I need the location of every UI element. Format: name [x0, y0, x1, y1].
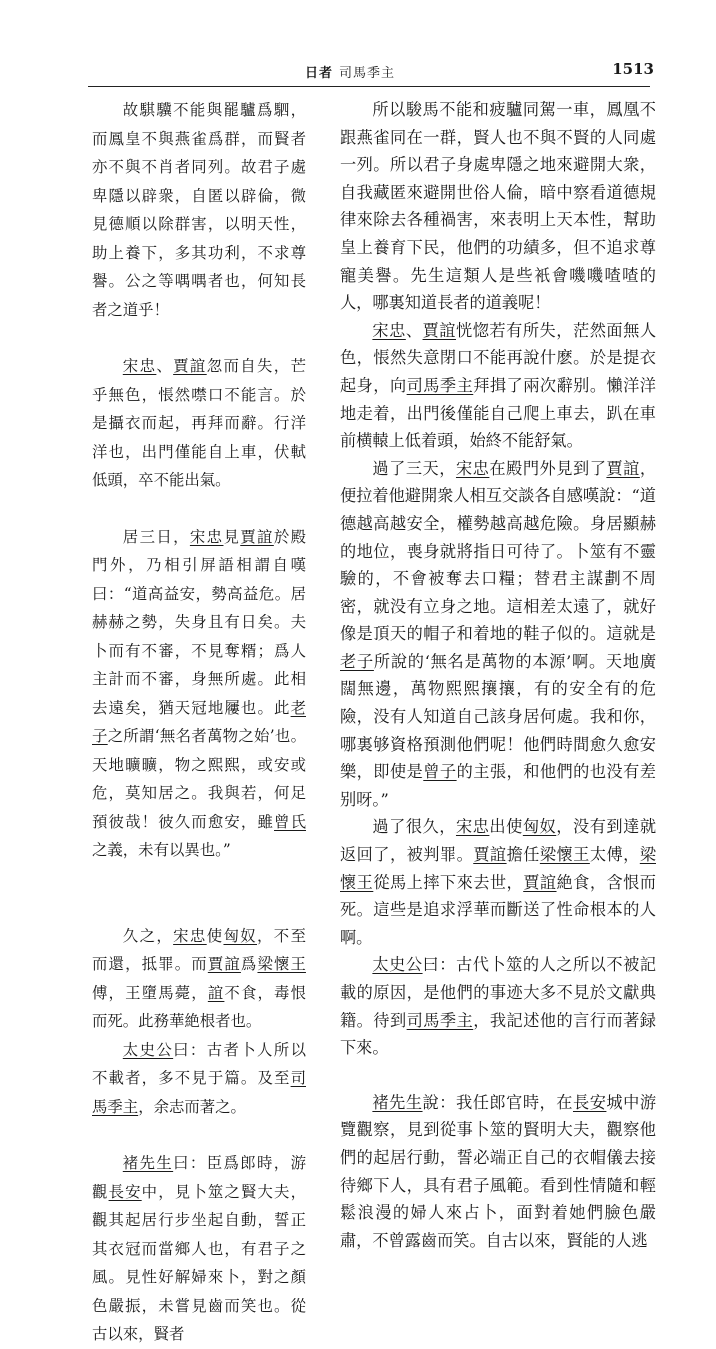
text-segment: 城中游覽觀察，見到從事卜筮的賢明大夫，觀察他們的起居行動，誓必端正自己的衣帽儀去接待鄉下人，具有君子風範。看到性情隨和輕鬆浪漫的婦人來占卜，面對着她們臉色嚴肅，不曾露齒而笑。自古以來，賢能的人逃 [340, 1092, 657, 1250]
proper-name: 太史公 [122, 1040, 174, 1059]
text-segment: ，不至而還，抵罪。而 [92, 926, 306, 973]
proper-name: 梁懷王 [257, 955, 306, 973]
text-segment: 太傅， [589, 845, 640, 865]
text-segment: 爲 [240, 955, 258, 973]
proper-name: 賈誼 [473, 845, 507, 865]
proper-name: 司馬季主 [406, 1010, 474, 1030]
text-segment: 久之， [122, 926, 174, 945]
text-segment: 、 [156, 357, 174, 375]
classical-paragraph-6 [92, 1149, 306, 1349]
text-segment: 之所謂‘無名者萬物之始’也。天地曠曠，物之熙熙，或安或危，莫知居之。我與若，何足預彼哉！彼久而愈安，雖 [92, 727, 306, 831]
text-segment: ，没有到達就返回了，被判罪。 [340, 817, 657, 865]
classical-paragraph-1 [92, 96, 306, 324]
text-segment: 恍惚若有所失，茫然面無人色，悵然失意閉口不能再說什麽。於是提衣起身，向 [340, 320, 657, 395]
running-title [305, 62, 395, 81]
proper-name: 長安 [108, 1182, 142, 1201]
text-segment: ，便拉着他避開衆人相互交談各自感嘆說：“道德越高越安全，權勢越高越危險。身居顯赫的地位，喪身就將指日可待了。卜筮有不靈驗的，不會被奪去口糧；替君主謀劃不周密，就没有立身之地。這相差太遠了，就好像是頂天的帽子和着地的鞋子似的。這就是 [340, 458, 657, 644]
proper-name: 宋忠 [455, 458, 490, 478]
text-segment: 出使 [489, 817, 523, 837]
proper-name: 曾氏 [274, 812, 306, 831]
author-name: 司馬季主 [339, 66, 396, 81]
proper-name: 褚先生 [122, 1154, 174, 1172]
text-segment: 的主張，和他們的也没有差别呀。” [340, 762, 656, 809]
text-segment: 從馬上摔下來去世， [373, 872, 524, 892]
classical-text-column [92, 96, 306, 1349]
proper-name: 長安 [572, 1092, 607, 1112]
proper-name: 曾子 [423, 762, 457, 782]
translation-paragraph-5 [340, 951, 656, 1061]
proper-name: 匈奴 [522, 817, 557, 837]
proper-name: 宋忠 [455, 817, 490, 837]
proper-name: 司馬季主 [406, 375, 474, 395]
translation-paragraph-4 [340, 813, 656, 951]
text-segment: 之義，未有以異也。” [92, 841, 231, 859]
text-segment: 在殿門外見到了 [489, 458, 607, 478]
text-segment: 曰：古代卜筮的人之所以不被記載的原因，是他們的事迹大多不見於文獻典籍。待到 [340, 955, 657, 1030]
proper-name: 賈誼 [240, 527, 274, 546]
section-title: 日者 [305, 66, 334, 81]
proper-name: 褚先生 [372, 1092, 423, 1112]
text-segment: 於殿門外，乃相引屏語相謂自嘆曰：“道高益安，勢高益危。居赫赫之勢，失身且有日矣。夫卜而有不審，不見奪糈；爲人主計而不審，身無所處。此相去遠矣，猶天冠地屨也。此 [92, 527, 306, 717]
proper-name: 宋忠 [173, 926, 207, 945]
proper-name: 賈誼 [173, 357, 207, 375]
text-segment: 過了三天， [372, 458, 456, 478]
proper-name: 賈誼 [523, 872, 557, 892]
proper-name: 宋忠 [189, 527, 224, 546]
text-segment: 拜揖了兩次辭别。懶洋洋地走着，出門後僅能自己爬上車去，趴在車前横轅上低着頭，始終不能舒氣。 [340, 375, 656, 451]
proper-name: 賈誼 [606, 458, 640, 478]
proper-name: 宋忠 [372, 320, 406, 340]
classical-paragraph-4 [92, 922, 306, 1036]
proper-name: 賈誼 [207, 955, 241, 973]
text-segment: 不食，毒恨而死。此務華絶根者也。 [92, 983, 306, 1030]
text-segment: 傅，王墮馬薨， [92, 983, 208, 1002]
translation-paragraph-3 [340, 455, 656, 814]
translation-paragraph-1 [340, 96, 656, 317]
text-segment: 曰：臣爲郎時，游觀 [92, 1154, 306, 1201]
classical-paragraph-3 [92, 523, 306, 865]
page-number: 1513 [612, 60, 654, 78]
text-segment: 忽而自失，芒乎無色，悵然噤口不能言。於是攝衣而起，再拜而辭。行洋洋也，出門僅能自上車，伏軾低頭，卒不能出氣。 [92, 357, 306, 489]
text-segment: 擔任 [506, 845, 540, 865]
text-segment: 過了很久， [372, 817, 456, 837]
proper-name: 梁懷王 [539, 845, 590, 865]
classical-paragraph-2 [92, 352, 306, 495]
proper-name: 老子 [92, 698, 306, 745]
proper-name: 賈誼 [422, 320, 456, 340]
text-segment: ，我記述他的言行而著録下來。 [340, 1010, 656, 1058]
translation-column [340, 96, 656, 1254]
text-segment: 曰：古者卜人所以不載者，多不見于篇。及至 [92, 1040, 306, 1087]
text-segment: 說：我任郎官時，在 [422, 1092, 573, 1112]
running-header [0, 60, 716, 82]
text-segment: 中，見卜筮之賢大夫，觀其起居行步坐起自動，誓正其衣冠而當鄉人也，有君子之風。見性好解婦來卜，對之顏色嚴振，未嘗見齒而笑也。從古以來，賢者 [92, 1182, 306, 1343]
proper-name: 宋忠 [122, 357, 157, 375]
translation-paragraph-2 [340, 317, 656, 455]
proper-name: 司馬季主 [92, 1069, 306, 1116]
classical-paragraph-5 [92, 1036, 306, 1122]
text-segment: 故騏驥不能與罷驢爲駟，而鳳皇不與燕雀爲群，而賢者亦不與不肖者同列。故君子處卑隱以辟衆，自匿以辟倫，微見德順以除群害，以明天性，助上養下，多其功利，不求尊譽。公之等喁喁者也，何知長者之道乎！ [92, 101, 306, 319]
text-segment: 絶食，含恨而死。這些是追求浮華而斷送了性命根本的人啊。 [340, 872, 656, 947]
text-segment: 居三日， [122, 527, 190, 546]
proper-name: 太史公 [372, 955, 423, 975]
proper-name: 匈奴 [223, 926, 258, 945]
proper-name: 梁懷王 [340, 845, 656, 892]
proper-name: 誼 [207, 983, 225, 1002]
text-segment: 所以駿馬不能和疲驢同駕一車，鳳凰不跟燕雀同在一群，賢人也不與不賢的人同處一列。所以君子身處卑隱之地來避開大衆，自我藏匿來避開世俗人倫，暗中察看道德規律來除去各種禍害，來表明上天本性，幫助皇上養育下民，他們的功績多，但不追求尊寵美譽。先生這類人是些衹會嘰嘰喳喳的人，哪裏知道長者的道義呢！ [340, 100, 656, 313]
text-segment: 所說的‘無名是萬物的本源’啊。天地廣闊無邊，萬物熙熙攘攘，有的安全有的危險，没有人知道自己該身居何處。我和你，哪裏够資格預測他們呢！他們時間愈久愈安樂，即使是 [340, 651, 657, 782]
text-segment: 見 [223, 527, 241, 546]
header-rule [88, 86, 650, 87]
text-segment: ，余志而著之。 [138, 1097, 246, 1116]
text-segment: 、 [405, 320, 423, 340]
proper-name: 老子 [340, 651, 374, 671]
translation-paragraph-6 [340, 1089, 656, 1255]
text-segment: 使 [206, 926, 224, 945]
